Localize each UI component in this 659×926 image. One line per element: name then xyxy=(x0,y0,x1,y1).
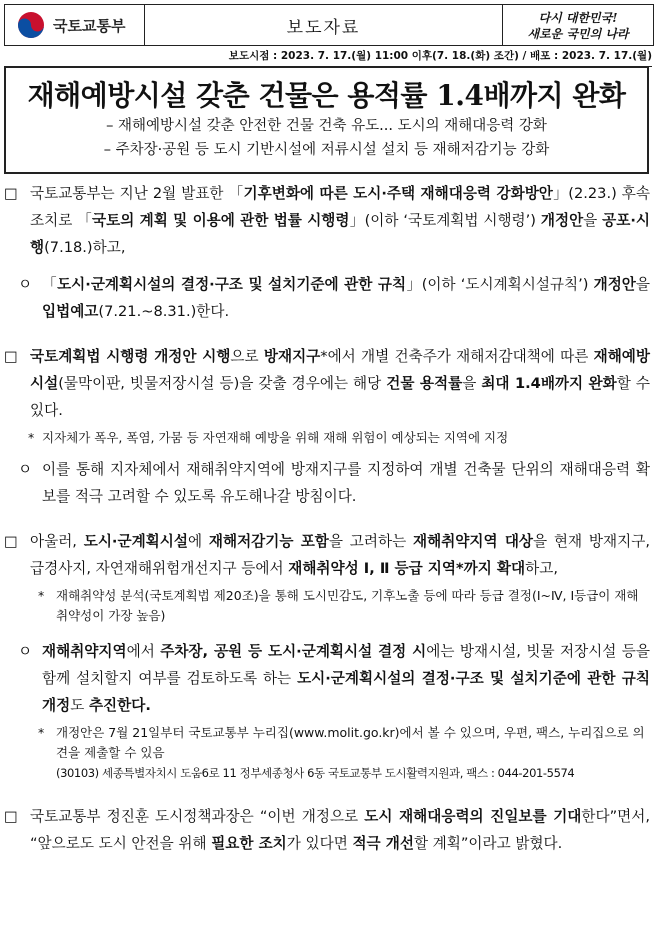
doc-type-label: 보도자료 xyxy=(145,5,503,45)
press-header xyxy=(4,4,654,46)
subtitle-2: – 주차장·공원 등 도시 기반시설에 저류시설 설치 등 재해저감기능 강화 xyxy=(103,142,550,158)
paragraph-4: ㅇ 이를 통해 지자체에서 재해취약지역에 방재지구를 지정하여 개별 건축물 단위의 재해대응력 확보를 적극 고려할 수 있도록 유도해나갈 방침이다. xyxy=(4,456,650,510)
slogan-logo xyxy=(503,5,653,45)
slogan-handwriting xyxy=(508,8,648,42)
paragraph-1: □ 국토교통부는 지난 2월 발표한 「기후변화에 따른 도시·주택 재해대응력 강화방안」(2.23.) 후속조치로 「국토의 계획 및 이용에 관한 법률 시행령」(이하 ‘국토계획법 시행령’) 개정안을 공포·시행(7.18.)하고, xyxy=(4,180,650,261)
circle-bullet-icon: ㅇ xyxy=(18,461,33,478)
paragraph-2: ㅇ 「도시·군계획시설의 결정·구조 및 설치기준에 관한 규칙」(이하 ‘도시계획시설규칙’) 개정안을 입법예고(7.21.~8.31.)한다. xyxy=(4,271,650,325)
paragraph-7: □ 국토교통부 정진훈 도시정책과장은 “이번 개정으로 도시 재해대응력의 진일보를 기대한다”면서, “앞으로도 도시 안전을 위해 필요한 조치가 있다면 적극 개선할 계획”이라고 밝혔다. xyxy=(4,803,650,857)
circle-bullet-icon: ㅇ xyxy=(18,643,33,660)
circle-bullet-icon: ㅇ xyxy=(18,276,33,293)
square-bullet-icon: □ xyxy=(4,185,18,202)
square-bullet-icon: □ xyxy=(4,533,18,550)
ministry-name: 국토교통부 xyxy=(53,16,126,35)
asterisk-icon: * xyxy=(38,588,45,603)
taegeuk-logo-icon xyxy=(17,11,45,39)
svg-text:다시 대한민국!: 다시 대한민국! xyxy=(538,11,618,25)
release-info: 보도시점 : 2023. 7. 17.(월) 11:00 이후(7. 18.(화) 조간) / 배포 : 2023. 7. 17.(월) xyxy=(4,48,652,67)
ministry-logo xyxy=(5,5,145,45)
paragraph-6: ㅇ 재해취약지역에서 주차장, 공원 등 도시·군계획시설 결정 시에는 방재시설, 빗물 저장시설 등을 함께 설치할지 여부를 검토하도록 하는 도시·군계획시설의 결정·구조 및 설치기준에 관한 규칙 개정도 추진한다. xyxy=(4,638,650,719)
footnote-2: * 재해취약성 분석(국토계획법 제20조)을 통해 도시민감도, 기후노출 등에 따라 등급 결정(Ⅰ~Ⅳ, Ⅰ등급이 재해취약성이 가장 높음) xyxy=(38,588,639,623)
page-title: 재해예방시설 갖춘 건물은 용적률 1.4배까지 완화 xyxy=(27,79,626,112)
paragraph-3: □ 국토계획법 시행령 개정안 시행으로 방재지구*에서 개별 건축주가 재해저감대책에 따른 재해예방시설(물막이판, 빗물저장시설 등)을 갖출 경우에는 해당 건물 용적률을 최대 1.4배까지 완화할 수 있다. xyxy=(4,343,650,424)
footnote-1: * 지자체가 폭우, 폭염, 가뭄 등 자연재해 예방을 위해 재해 위험이 예상되는 지역에 지정 xyxy=(4,428,650,448)
document-body xyxy=(4,180,650,857)
asterisk-icon: * xyxy=(38,725,45,740)
asterisk-icon: * xyxy=(28,430,35,445)
footnote-3-address: (30103) 세종특별자치시 도움6로 11 정부세종청사 6동 국토교통부 도시활력지원과, 팩스 : 044-201-5574 xyxy=(56,766,575,780)
subtitle-1: – 재해예방시설 갖춘 안전한 건물 건축 유도... 도시의 재해대응력 강화 xyxy=(106,118,547,134)
square-bullet-icon: □ xyxy=(4,808,18,825)
paragraph-5: □ 아울러, 도시·군계획시설에 재해저감기능 포함을 고려하는 재해취약지역 대상을 현재 방재지구, 급경사지, 자연재해위험개선지구 등에서 재해취약성 Ⅰ, Ⅱ 등급 지역*까지 확대하고, xyxy=(4,528,650,582)
svg-text:새로운 국민의 나라: 새로운 국민의 나라 xyxy=(527,27,629,41)
square-bullet-icon: □ xyxy=(4,348,18,365)
footnote-3: * 개정안은 7월 21일부터 국토교통부 누리집(www.molit.go.kr)에서 볼 수 있으며, 우편, 팩스, 누리집으로 의견을 제출할 수 있음 xyxy=(38,725,645,760)
title-box xyxy=(4,66,649,174)
